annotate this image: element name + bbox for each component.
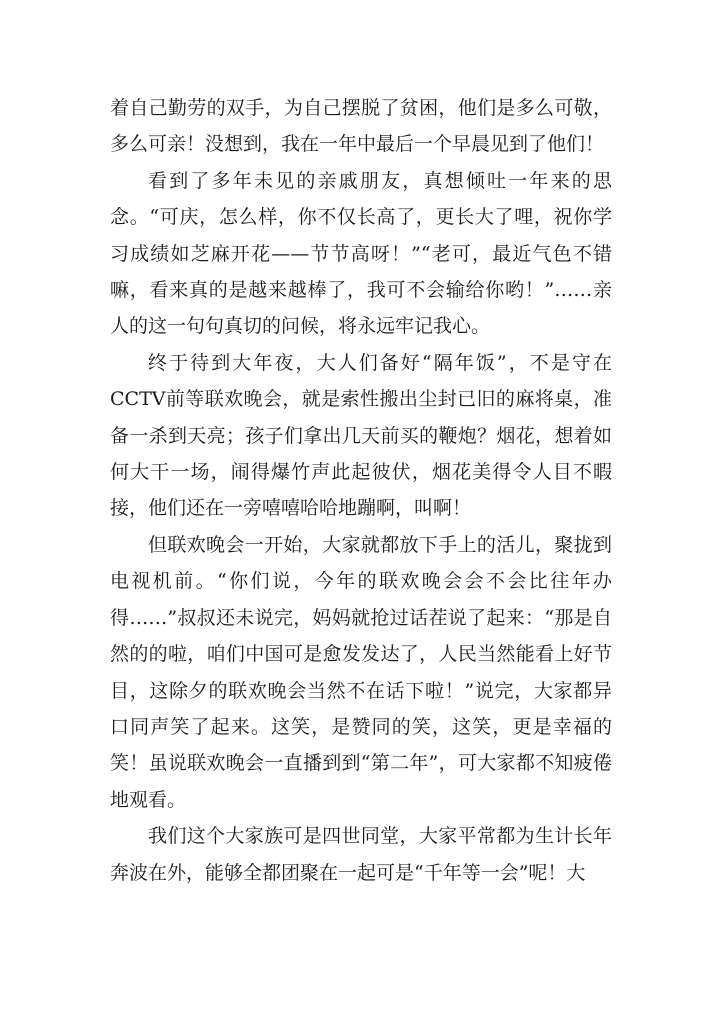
body-text (110, 90, 612, 891)
paragraph-1: 着自己勤劳的双手，为自己摆脱了贫困，他们是多么可敬，多么可亲！没想到，我在一年中最后一个早晨见到了他们！ (110, 97, 612, 156)
paragraph-3: 终于待到大年夜，大人们备好“隔年饭”，不是守在CCTV前等联欢晚会，就是索性搬出尘封已旧的麻将桌，准备一杀到天亮；孩子们拿出几天前买的鞭炮？烟花，想着如何大干一场，闹得爆竹声此起彼伏，烟花美得令人目不暇接，他们还在一旁嘻嘻哈哈地蹦啊，叫啊！ (110, 351, 612, 520)
paragraph-2: 看到了多年未见的亲戚朋友，真想倾吐一年来的思念。“可庆，怎么样，你不仅长高了，更长大了哩，祝你学习成绩如芝麻开花——节节高呀！”“老可，最近气色不错嘛，看来真的是越来越棒了，我可不会输给你哟！”……亲人的这一句句真切的问候，将永远牢记我心。 (110, 169, 612, 338)
paragraph-4: 但联欢晚会一开始，大家就都放下手上的活儿，聚拢到电视机前。“你们说，今年的联欢晚会会不会比往年办得……”叔叔还未说完，妈妈就抢过话茬说了起来：“那是自然的的啦，咱们中国可是愈发发达了，人民当然能看上好节目，这除夕的联欢晚会当然不在话下啦！”说完，大家都异口同声笑了起来。这笑，是赞同的笑，这笑，更是幸福的笑！虽说联欢晚会一直播到到“第二年”，可大家都不知疲倦地观看。 (110, 533, 612, 811)
paragraph-5: 我们这个大家族可是四世同堂，大家平常都为生计长年奔波在外，能够全都团聚在一起可是“千年等一会”呢！大 (110, 825, 612, 884)
